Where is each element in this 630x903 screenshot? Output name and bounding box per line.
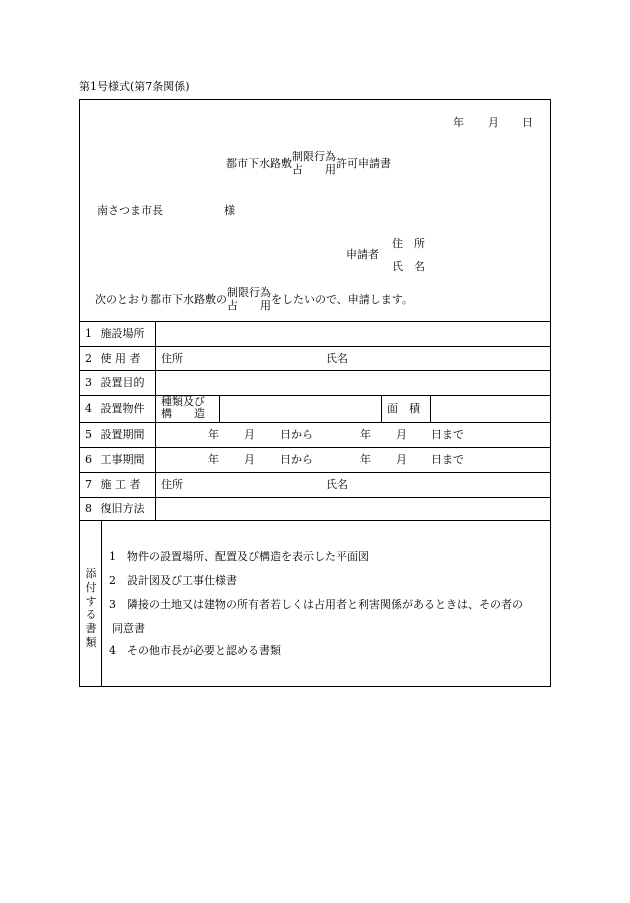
row-label: 設置期間 xyxy=(100,428,145,441)
divider xyxy=(79,321,551,322)
divider xyxy=(79,346,551,347)
construction-day-to: 日まで xyxy=(431,453,464,466)
kind-label-top: 種類及び xyxy=(161,395,205,408)
column-divider xyxy=(155,321,156,521)
addressee-honorific: 様 xyxy=(224,204,235,217)
row-number: 6 xyxy=(85,453,92,466)
column-divider xyxy=(219,395,220,423)
period-day-to: 日まで xyxy=(431,428,464,441)
user-name-label: 氏名 xyxy=(326,352,348,365)
row-label: 工事期間 xyxy=(100,453,145,466)
row-number: 3 xyxy=(85,376,92,389)
row-label: 設置物件 xyxy=(100,402,145,415)
row-number: 8 xyxy=(85,502,92,515)
row-label: 設置目的 xyxy=(100,376,145,389)
form-number-label: 第1号様式(第7条関係) xyxy=(79,80,190,93)
period-year-from: 年 xyxy=(208,428,219,441)
title-stacked-choice xyxy=(292,151,336,176)
title-prefix: 都市下水路敷 xyxy=(226,157,292,171)
construction-year-to: 年 xyxy=(360,453,371,466)
intro-choice-bottom-b: 用 xyxy=(260,298,271,312)
divider xyxy=(79,447,551,448)
intro-choice-bottom-a: 占 xyxy=(227,298,238,312)
period-month-to: 月 xyxy=(396,428,407,441)
date-month: 月 xyxy=(488,116,499,129)
attachment-item-continued: 同意書 xyxy=(112,622,145,635)
period-month-from: 月 xyxy=(244,428,255,441)
divider xyxy=(79,422,551,423)
period-day-from: 日から xyxy=(280,428,313,441)
kind-structure-label xyxy=(161,396,205,420)
construction-day-from: 日から xyxy=(280,453,313,466)
date-day: 日 xyxy=(522,116,533,129)
intro-prefix: 次のとおり都市下水路敷の xyxy=(95,293,227,307)
row-restoration xyxy=(85,503,145,514)
row-facility-location xyxy=(85,328,145,339)
column-divider xyxy=(430,395,431,423)
applicant-label: 申請者 xyxy=(346,248,379,261)
row-installation xyxy=(85,403,145,414)
divider xyxy=(79,520,551,521)
intro-sentence xyxy=(95,287,413,312)
construction-year-from: 年 xyxy=(208,453,219,466)
row-number: 4 xyxy=(85,402,92,415)
row-label: 復旧方法 xyxy=(100,502,145,515)
row-contractor xyxy=(85,479,141,490)
row-user xyxy=(85,353,141,364)
kind-label-bottom: 構 造 xyxy=(161,407,205,421)
title-choice-top: 制限行為 xyxy=(292,150,336,163)
area-label: 面 積 xyxy=(387,402,420,415)
applicant-name-label: 氏 名 xyxy=(392,260,425,273)
addressee-name: 南さつま市長 xyxy=(97,204,163,217)
contractor-address-label: 住所 xyxy=(161,478,183,491)
attachment-item: 3 隣接の土地又は建物の所有者若しくは占用者と利害関係があるときは、その者の xyxy=(109,598,523,611)
divider xyxy=(79,497,551,498)
attachments-label: 添付する書類 xyxy=(85,567,97,649)
title-choice-bottom-b: 用 xyxy=(325,162,336,176)
row-construction-period xyxy=(85,454,145,465)
divider xyxy=(79,370,551,371)
applicant-address-label: 住 所 xyxy=(392,237,425,250)
title-suffix: 許可申請書 xyxy=(336,157,391,171)
row-installation-period xyxy=(85,429,145,440)
intro-suffix: をしたいので、申請します。 xyxy=(271,293,413,307)
date-year: 年 xyxy=(453,116,464,129)
divider xyxy=(79,395,551,396)
row-number: 2 xyxy=(85,352,92,365)
intro-choice-top: 制限行為 xyxy=(227,286,271,299)
row-number: 7 xyxy=(85,478,92,491)
row-label: 施 工 者 xyxy=(100,478,141,491)
construction-month-from: 月 xyxy=(244,453,255,466)
attachment-item: 1 物件の設置場所、配置及び構造を表示した平面図 xyxy=(109,550,369,563)
intro-stacked-choice xyxy=(227,287,271,312)
row-label: 施設場所 xyxy=(100,327,145,340)
column-divider xyxy=(381,395,382,423)
title-choice-bottom-a: 占 xyxy=(292,162,303,176)
row-label: 使 用 者 xyxy=(100,352,141,365)
row-purpose xyxy=(85,377,145,388)
attachments-divider xyxy=(101,520,102,686)
user-address-label: 住所 xyxy=(161,352,183,365)
construction-month-to: 月 xyxy=(396,453,407,466)
row-number: 5 xyxy=(85,428,92,441)
divider xyxy=(79,472,551,473)
attachment-item: 4 その他市長が必要と認める書類 xyxy=(109,644,281,657)
attachment-item: 2 設計図及び工事仕様書 xyxy=(109,574,237,587)
row-number: 1 xyxy=(85,327,92,340)
period-year-to: 年 xyxy=(360,428,371,441)
form-title xyxy=(226,151,391,176)
contractor-name-label: 氏名 xyxy=(326,478,348,491)
